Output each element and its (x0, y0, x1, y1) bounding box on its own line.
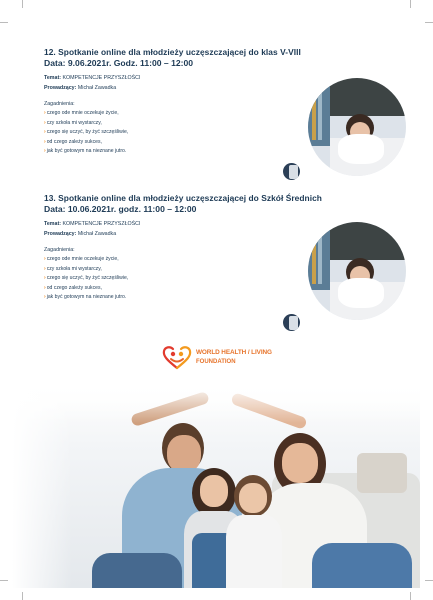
topic-value: KOMPETENCJE PRZYSZŁOŚCI (62, 221, 141, 227)
topic-text: od czego zależy sukces, (46, 284, 102, 291)
section-date: Data: 9.06.2021r. Godz. 11:00 – 12:00 (44, 58, 194, 68)
crop-mark (0, 22, 8, 23)
bullet-icon: › (44, 129, 46, 136)
topics-heading: Zagadnienia: (44, 247, 75, 253)
topic-value: KOMPETENCJE PRZYSZŁOŚCI (62, 75, 141, 81)
bullet-icon: › (44, 265, 46, 272)
topic-text: czy szkoła mi wystarczy, (46, 265, 102, 272)
bullet-icon: › (44, 148, 46, 155)
crop-mark (410, 0, 411, 8)
topic-text: od czego zależy sukces, (46, 138, 102, 145)
topic-label: Temat: (44, 75, 61, 81)
topic-label: Temat: (44, 221, 61, 227)
bullet-icon: › (44, 119, 46, 126)
crop-mark (22, 0, 23, 8)
topic-text: czego się uczyć, by żyć szczęśliwie, (46, 275, 129, 282)
heart-people-icon (161, 344, 193, 370)
crop-mark (425, 22, 433, 23)
crop-mark (425, 580, 433, 581)
host-value: Michał Zawadka (77, 85, 117, 91)
crop-mark (0, 580, 8, 581)
student-photo (308, 78, 406, 176)
topic-text: jak być gotowym na nieznane jutro. (46, 294, 127, 301)
bullet-icon: › (44, 256, 46, 262)
bullet-icon: › (44, 294, 46, 301)
section-date: Data: 10.06.2021r. godz. 11:00 – 12:00 (44, 204, 197, 214)
logo-line-2: FOUNDATION (196, 359, 236, 365)
family-photo (12, 383, 420, 588)
topic-text: jak być gotowym na nieznane jutro. (46, 148, 127, 155)
host-label: Prowadzący: (44, 231, 77, 237)
section-title: 13. Spotkanie online dla młodzieży uczęszczającej do Szkół Średnich (44, 193, 322, 203)
small-photo-accent (283, 314, 300, 331)
foundation-logo (161, 344, 281, 374)
crop-mark (22, 592, 23, 600)
small-photo-accent (283, 163, 300, 180)
topic-text: czego ode mnie oczekuje życie, (46, 256, 119, 262)
host-value: Michał Zawadka (77, 231, 117, 237)
student-photo (308, 222, 406, 320)
topic-text: czy szkoła mi wystarczy, (46, 119, 102, 126)
bullet-icon: › (44, 138, 46, 145)
bullet-icon: › (44, 275, 46, 282)
bullet-icon: › (44, 110, 46, 116)
topics-heading: Zagadnienia: (44, 101, 75, 107)
crop-mark (410, 592, 411, 600)
logo-line-1: WORLD HEALTH / LIVING (196, 349, 272, 356)
section-title: 12. Spotkanie online dla młodzieży uczęszczającej do klas V-VIII (44, 47, 301, 57)
topic-text: czego ode mnie oczekuje życie, (46, 110, 119, 116)
topic-text: czego się uczyć, by żyć szczęśliwie, (46, 129, 129, 136)
host-label: Prowadzący: (44, 85, 77, 91)
bullet-icon: › (44, 284, 46, 291)
